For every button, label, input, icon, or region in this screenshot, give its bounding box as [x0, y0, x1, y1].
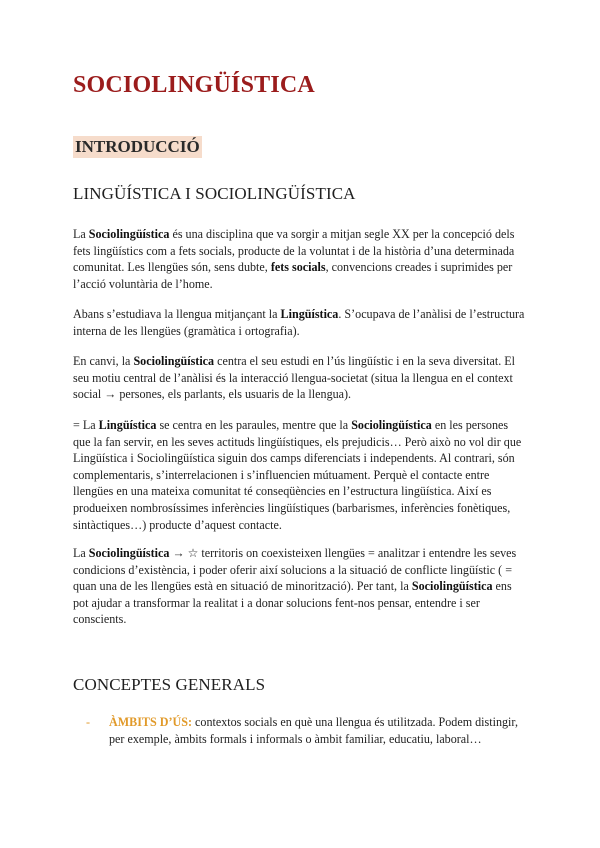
subsection-heading-linguistica: LINGÜÍSTICA I SOCIOLINGÜÍSTICA	[73, 184, 356, 203]
document-title: SOCIOLINGÜÍSTICA	[73, 72, 315, 98]
paragraph-2: Abans s’estudiava la llengua mitjançant la Lingüística. S’ocupava de l’anàlisi de l’estructura interna de les llengües (gramàtica i ortografia).	[73, 307, 525, 338]
paragraph-4: = La Lingüística se centra en les paraules, mentre que la Sociolingüística en les persones que la fan servir, en les seves actituds lingüístiques, els prejudicis… Però això no vol dir que Lingüística i Sociolingüística siguin dos camps diferenciats i independents. Al contrari, són complementaris, s’interrelacionen i s’influencien mútuament. Perquè el contacte entre llengües en una mateixa comunitat té conseqüències en l’estructura lingüística. Així es produeixen nombrosíssimes inferències lingüístiques (barbarismes, inferències fonètiques, sintàctiques…) producte d’aquest contacte.	[73, 418, 522, 532]
list-bullet: -	[86, 715, 91, 729]
paragraph-5: La Sociolingüística → ☆ territoris on coexisteixen llengües = analitzar i entendre les seves condicions d’existència, i poder oferir així solucions a la situació de conflicte lingüístic ( = quan una de les llengües està en situació de minorització). Per tant, la Sociolingüística ens pot ajudar a transformar la realitat i a donar solucions fent-nos pensar, entendre i ser conscients.	[73, 546, 517, 627]
term-definition: contextos socials en què una llengua és utilitzada. Podem distingir, per exemple, àmbits formals i informals o àmbit familiar, educatiu, laboral…	[109, 715, 518, 746]
section-heading-introduccio: INTRODUCCIÓ	[75, 137, 200, 156]
concepts-list	[86, 714, 526, 747]
subsection-heading-conceptes: CONCEPTES GENERALS	[73, 675, 266, 694]
term-ambits-dus: ÀMBITS D’ÚS:	[109, 715, 192, 729]
paragraph-3: En canvi, la Sociolingüística centra el seu estudi en l’ús lingüístic i en la seva diversitat. El seu motiu central de l’anàlisi és la interacció llengua-societat (situa la llengua en el context social → persones, els parlants, els usuaris de la llengua).	[73, 354, 516, 402]
paragraph-1: La Sociolingüística és una disciplina que va sorgir a mitjan segle XX per la concepció dels fets lingüístics com a fets socials, producte de la voluntat i de la història d’una determinada comunitat. Les llengües són, sens dubte, fets socials, convencions creades i suprimides per l’acció voluntària de l’home.	[73, 227, 515, 291]
list-item	[86, 714, 526, 747]
